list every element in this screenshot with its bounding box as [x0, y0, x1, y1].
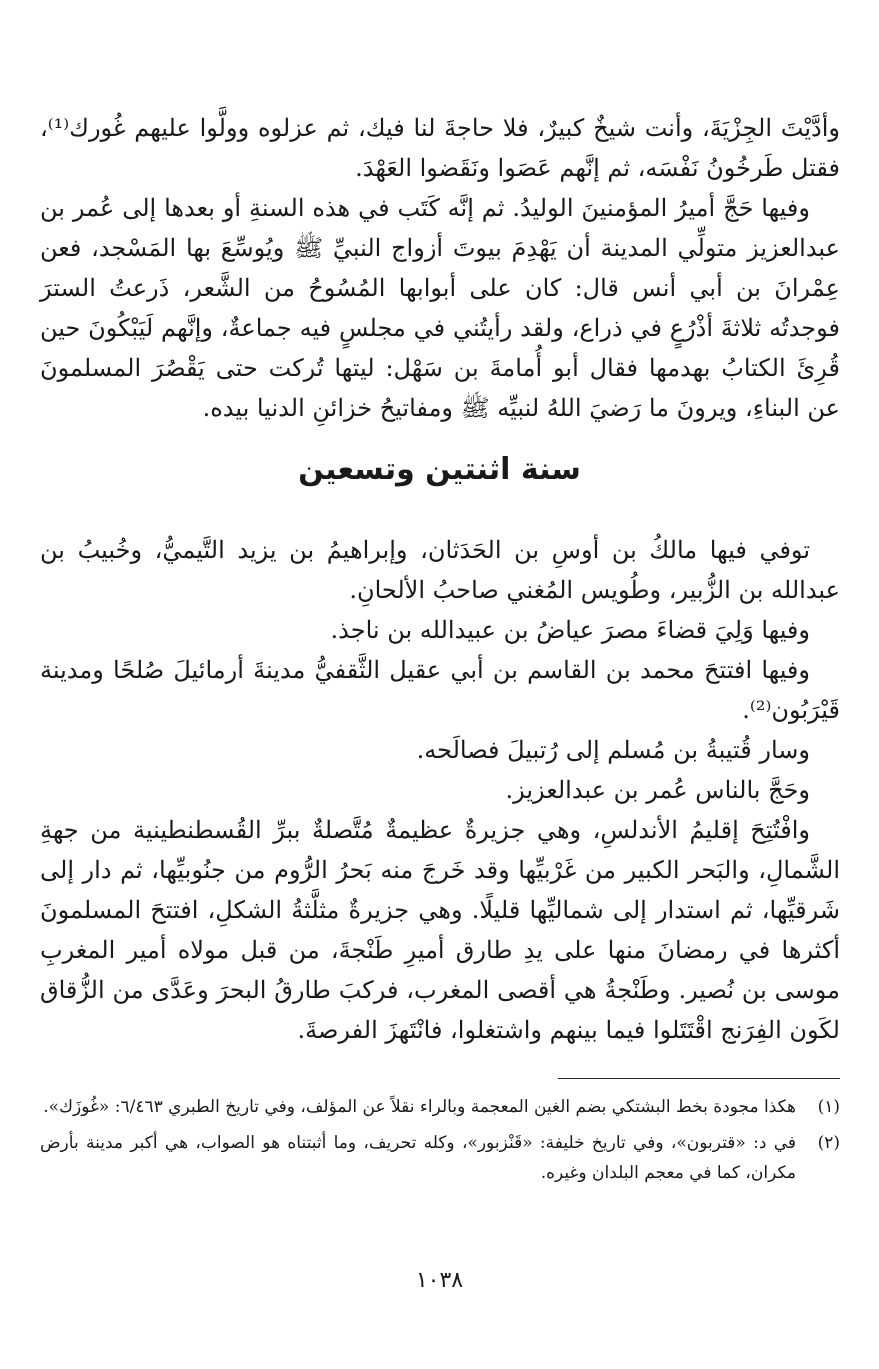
paragraph-qutayba: وسار قُتيبةُ بن مُسلم إلى رُتبيلَ فصالَحه. [416, 736, 810, 764]
footnote [40, 1128, 840, 1188]
paragraph-andalus: وافْتُتِحَ إقليمُ الأندلسِ، وهي جزيرةٌ عظيمةٌ مُتَّصلةٌ ببرِّ القُسطنطينية من جهةِ الشَّمالِ، والبَحر الكبير من غَرْبيِّها وقد خَرجَ منه بَحرُ الرُّوم من جنُوبيِّها، ثم دار إلى شَرقيِّها، ثم استدار إلى شماليِّها قليلًا. وهي جزيرةٌ مثلَّثةُ الشكلِ، افتتحَ المسلمونَ أكثرها في رمضانَ منها على يدِ طارق أميرِ طَنْجةَ، من قبل مولاه أمير المغربِ موسى بن نُصير. وطَنْجةُ هي أقصى المغرب، فركبَ طارقُ البحرَ وعَدَّى من الزُّقاق لكَون الفِرَنج اقْتَتَلوا فيما بينهم واشتغلوا، فانْتَهزَ الفرصةَ. [40, 816, 840, 1044]
footnote-text: في د: «قتربون»، وفي تاريخ خليفة: «قَنْزبور»، وكله تحريف، وما أثبتناه هو الصواب، هي أكبر مدينة بأرض مكران، كما في معجم البلدان وغيره. [40, 1133, 796, 1183]
paragraph-judge-egypt: وفيها وَلِيَ قضاءَ مصرَ عياضُ بن عبيدالله بن ناجذ. [330, 616, 810, 644]
page-number: ١٠٣٨ [415, 1268, 464, 1293]
paragraph-walid-hajj: وفيها حَجَّ أميرُ المؤمنينَ الوليدُ. ثم إنَّه كَتَب في هذه السنةِ أو بعدها إلى عُمر بن عبدالعزيز متولِّي المدينة أن يَهْدِمَ بيوتَ أزواج النبيِّ ﷺ ويُوسِّعَ بها المَسْجد، فعن عِمْرانَ بن أبي أنس قال: كان على أبوابها المُسُوحُ من الشَّعر، ذَرعتُ السترَ فوجدتُه ثلاثةَ أذْرُعٍ في ذراع، ولقد رأيتُني في مجلسٍ فيه جماعةٌ، وإنَّهم لَيَبْكُونَ حين قُرِئَ الكتابُ بهدمها فقال أبو أُمامةَ بن سَهْل: ليتها تُركت حتى يَقْصُرَ المسلمونَ عن البناءِ، ويرونَ ما رَضيَ اللهُ لنبيِّه ﷺ ومفاتيحُ خزائنِ الدنيا بيده. [40, 194, 840, 422]
footnote-separator [558, 1078, 840, 1079]
footnote-number: (١) [817, 1097, 840, 1117]
footnote-number: (٢) [817, 1133, 840, 1153]
main-text-block [40, 530, 840, 1050]
footnote-text: هكذا مجودة بخط البشتكي بضم الغين المعجمة وبالراء نقلاً عن المؤلف، وفي تاريخ الطبري ٦/٤٦٣: «غُوزَك». [43, 1097, 796, 1117]
paragraph-continuation: وأدَّيْتَ الجِزْيَةَ، وأنت شيخٌ كبيرٌ، فلا حاجةَ لنا فيك، ثم عزلوه وولَّوا عليهم غُورك⁽¹⁾، فقتل طَرخُونُ نَفْسَه، ثم إنَّهم عَصَوا ونَقَضوا العَهْدَ. [40, 114, 840, 182]
footnotes [40, 1092, 840, 1194]
paragraph-conquest-armail: وفيها افتتحَ محمد بن القاسم بن أبي عقيل الثَّقفيُّ مدينةَ أرمائيلَ صُلحًا ومدينة قَيْرَبُون⁽²⁾. [40, 656, 840, 724]
footnote [40, 1092, 840, 1122]
paragraph-deaths: توفي فيها مالكُ بن أوسِ بن الحَدَثان، وإبراهيمُ بن يزيد التَّيميُّ، وخُبيبُ بن عبدالله بن الزُّبير، وطُويس المُغني صاحبُ الألحانِ. [40, 536, 840, 604]
paragraph-hajj-umar: وحَجَّ بالناس عُمر بن عبدالعزيز. [505, 776, 810, 804]
section-heading: سنة اثنتين وتسعين [298, 452, 581, 487]
top-text-block [40, 108, 840, 428]
